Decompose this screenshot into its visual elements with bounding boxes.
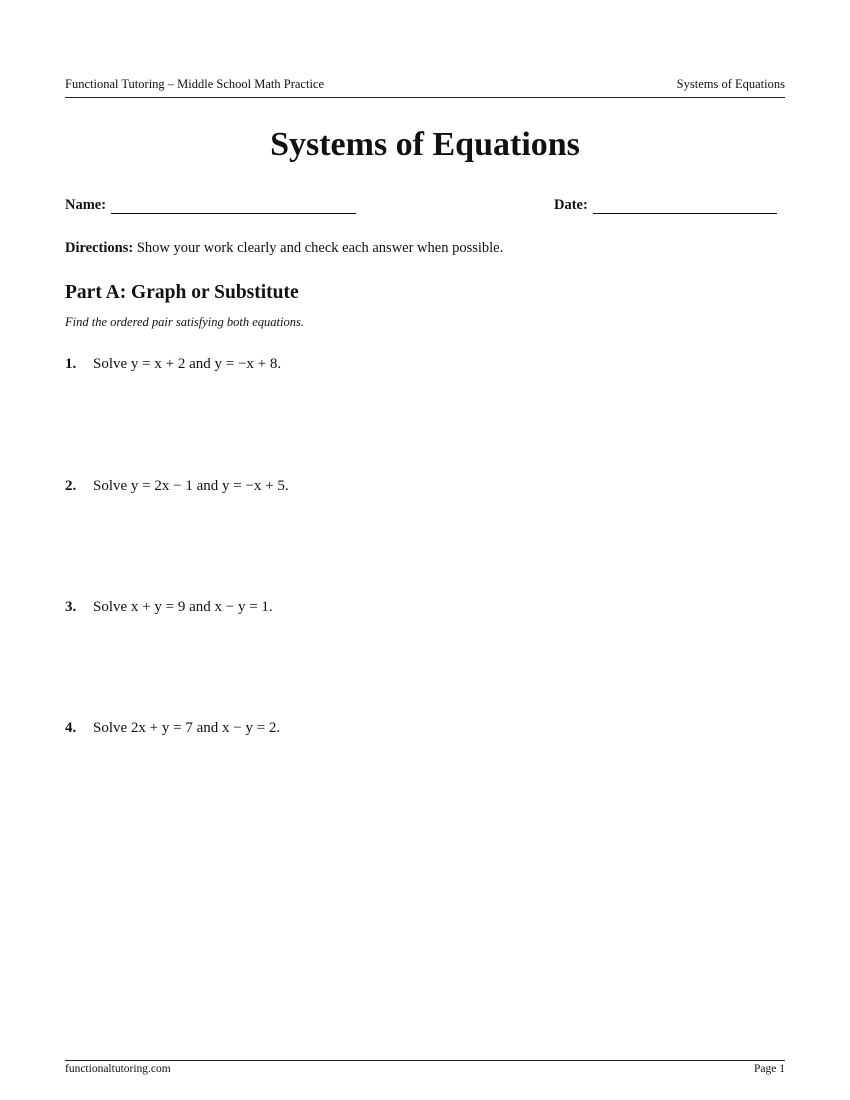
header-right-text: Systems of Equations [676,77,785,91]
page-title: Systems of Equations [270,126,580,163]
problem-number: 1. [65,356,77,372]
problem-number: 2. [65,478,77,494]
footer-website: functionaltutoring.com [65,1063,171,1075]
page-header [65,77,785,98]
problem-text: Solve 2x + y = 7 and x − y = 2. [93,720,281,736]
problem-text: Solve x + y = 9 and x − y = 1. [93,599,273,615]
directions [65,240,785,257]
footer-page-number: Page 1 [754,1063,785,1075]
directions-label: Directions: [65,240,134,256]
problem-2 [65,478,289,495]
problem-number: 3. [65,599,77,615]
directions-text: Show your work clearly and check each answer when possible. [136,240,504,256]
problem-text: Solve y = 2x − 1 and y = −x + 5. [93,478,289,494]
name-field [65,197,356,214]
problem-1 [65,356,281,373]
header-left-text: Functional Tutoring – Middle School Math Practice [65,77,325,91]
problem-3 [65,599,273,616]
name-label: Name: [65,197,107,213]
part-a-title: Part A: Graph or Substitute [65,282,299,303]
problem-text: Solve y = x + 2 and y = −x + 8. [93,356,282,372]
date-blank-line[interactable] [593,199,777,214]
student-fields [65,197,785,217]
date-field [554,197,777,214]
date-label: Date: [554,197,588,213]
problem-number: 4. [65,720,77,736]
page-footer [65,1060,785,1075]
name-blank-line[interactable] [111,199,356,214]
part-a-instruction: Find the ordered pair satisfying both equations. [65,315,304,329]
problem-4 [65,720,280,737]
